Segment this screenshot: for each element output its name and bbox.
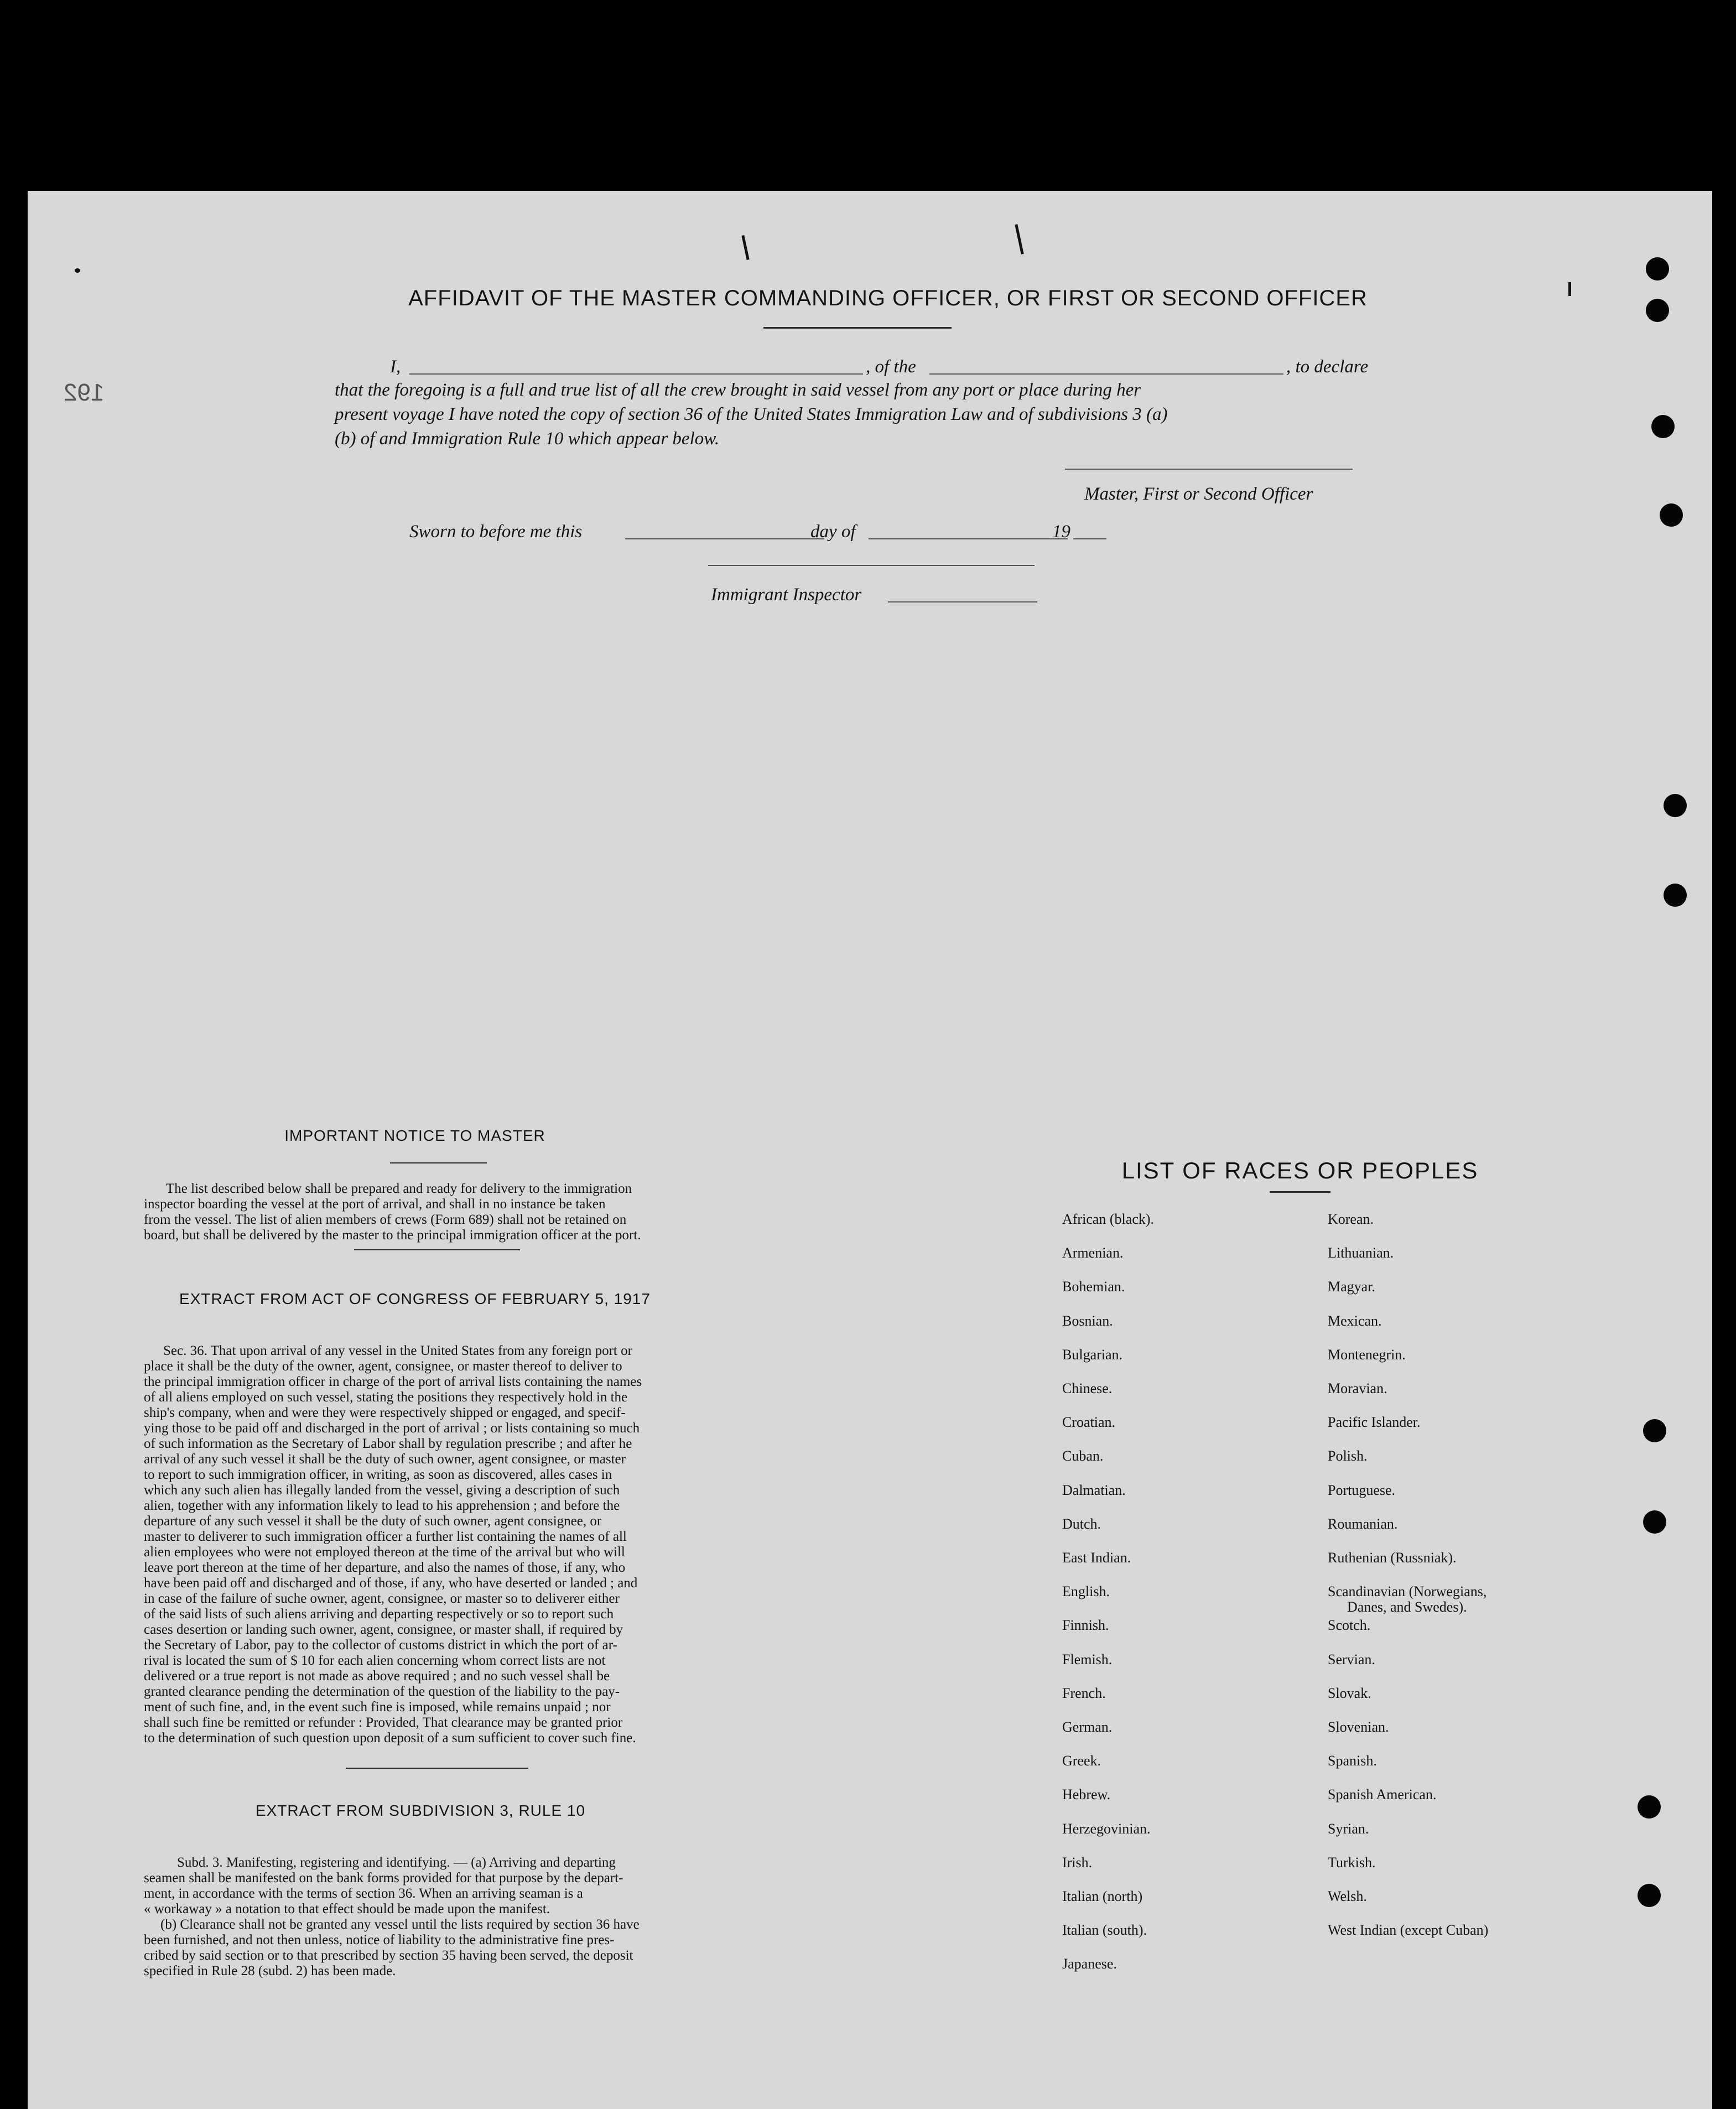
act-line: shall such fine be remitted or refunder : Provided, That clearance may be granted prior [144, 1715, 623, 1730]
act-line: place it shall be the duty of the owner, agent, consignee, or master thereof to deliver to [144, 1359, 622, 1374]
act-line: alien employees who were not employed thereon at the time of the arrival but who will [144, 1545, 625, 1560]
race-item: French. [1062, 1685, 1106, 1701]
rule-line: « workaway » a notation to that effect should be made upon the manifest. [144, 1902, 550, 1916]
race-item: West Indian (except Cuban) [1328, 1922, 1489, 1939]
act-line: ship's company, when and were they were respectively shipped or engaged, and specif- [144, 1405, 626, 1420]
race-item: Moravian. [1328, 1380, 1387, 1396]
stray-mark [1015, 224, 1023, 254]
race-item: Spanish. [1328, 1753, 1377, 1769]
punch-hole [1638, 1884, 1661, 1907]
punch-hole [1664, 884, 1687, 907]
race-item: Syrian. [1328, 1820, 1369, 1837]
vessel-blank[interactable] [929, 373, 1283, 375]
act-line: in case of the failure of suche owner, agent, consignee, or master so to deliverer either [144, 1591, 620, 1606]
sworn-label: Sworn to before me this [409, 522, 583, 542]
race-item: Finnish. [1062, 1617, 1109, 1634]
rule-title: EXTRACT FROM SUBDIVISION 3, RULE 10 [255, 1802, 586, 1819]
act-line: departure of any such vessel it shall be the duty of such owner, agent consignee, or [144, 1514, 602, 1529]
race-item: Bohemian. [1062, 1279, 1125, 1295]
signature-label: Master, First or Second Officer [1084, 484, 1313, 504]
race-item: Herzegovinian. [1062, 1820, 1151, 1837]
year-blank[interactable] [1073, 538, 1106, 539]
act-line: delivered or a true report is not made as above required ; and no such vessel shall be [144, 1669, 610, 1684]
stray-mark [1568, 282, 1571, 296]
race-item: Italian (north) [1062, 1888, 1143, 1904]
affidavit-i-label: I, [390, 357, 401, 377]
race-item: Bulgarian. [1062, 1346, 1123, 1363]
stray-mark [75, 268, 80, 273]
act-line: leave port thereon at the time of her departure, and also the names of those, if any, who [144, 1560, 626, 1575]
notice-line: from the vessel. The list of alien members of crews (Form 689) shall not be retained on [144, 1212, 627, 1227]
affidavit-line-3: present voyage I have noted the copy of section 36 of the United States Immigration Law and of subdivisions 3 (a) [335, 404, 1168, 424]
race-item: East Indian. [1062, 1550, 1131, 1566]
race-item: Cuban. [1062, 1448, 1104, 1464]
act-line: granted clearance pending the determination of the question of the liability to the pay- [144, 1684, 620, 1699]
punch-hole [1646, 299, 1669, 322]
notice-underline [390, 1162, 487, 1163]
rule-line: seamen shall be manifested on the bank forms provided for that purpose by the depart- [144, 1871, 623, 1885]
races-underline [1270, 1191, 1330, 1193]
race-item: Italian (south). [1062, 1922, 1147, 1939]
notice-line: inspector boarding the vessel at the port of arrival, and shall in no instance be taken [144, 1197, 606, 1212]
act-line: of all aliens employed on such vessel, stating the positions they respectively hold in the [144, 1390, 628, 1405]
punch-hole [1664, 794, 1687, 817]
race-item: Slovenian. [1328, 1719, 1389, 1735]
race-item: Magyar. [1328, 1279, 1375, 1295]
stray-mark [741, 235, 749, 260]
rule-line: Subd. 3. Manifesting, registering and identifying. — (a) Arriving and departing [177, 1855, 616, 1870]
act-line: arrival of any such vessel it shall be the duty of such owner, agent consignee, or master [144, 1452, 626, 1467]
race-item: Slovak. [1328, 1685, 1371, 1701]
act-line: Sec. 36. That upon arrival of any vessel in the United States from any foreign port or [163, 1343, 632, 1358]
rule-line: cribed by said section or to that prescribed by section 35 having been served, the deposit [144, 1948, 633, 1963]
act-line: rival is located the sum of $ 10 for each alien concerning whom correct lists are not [144, 1653, 606, 1668]
act-line: cases desertion or landing such owner, agent, consignee, or master shall, if required by [144, 1622, 623, 1637]
race-item: Ruthenian (Russniak). [1328, 1550, 1457, 1566]
race-item: Armenian. [1062, 1245, 1124, 1261]
race-item: Danes, and Swedes). [1347, 1599, 1467, 1615]
punch-hole [1660, 503, 1683, 527]
race-item: Turkish. [1328, 1854, 1376, 1871]
race-item: Lithuanian. [1328, 1245, 1394, 1261]
affidavit-to-declare: , to declare [1286, 357, 1369, 377]
race-item: Flemish. [1062, 1651, 1113, 1668]
races-title: LIST OF RACES OR PEOPLES [1121, 1157, 1479, 1183]
race-item: Scandinavian (Norwegians, [1328, 1583, 1487, 1600]
race-item: Japanese. [1062, 1956, 1117, 1972]
affidavit-title: AFFIDAVIT OF THE MASTER COMMANDING OFFICER, OR FIRST OR SECOND OFFICER [408, 286, 1368, 310]
race-item: Roumanian. [1328, 1515, 1398, 1532]
divider [346, 1768, 528, 1769]
race-item: Hebrew. [1062, 1786, 1111, 1803]
notice-body [144, 1181, 819, 1243]
name-blank[interactable] [409, 373, 863, 375]
title-underline [763, 327, 952, 329]
punch-hole [1651, 415, 1675, 438]
inspector-trailing-line [888, 601, 1037, 602]
race-item: Greek. [1062, 1753, 1101, 1769]
rule-line: ment, in accordance with the terms of section 36. When an arriving seaman is a [144, 1886, 583, 1901]
race-item: Spanish American. [1328, 1786, 1437, 1803]
act-line: ying those to be paid off and discharged in the port of arrival ; or lists containing so much [144, 1421, 640, 1436]
rule-body [144, 1855, 819, 1979]
inspector-signature-line[interactable] [708, 565, 1035, 566]
punch-hole [1643, 1510, 1666, 1534]
margin-number: 192 [64, 379, 105, 406]
divider [354, 1249, 520, 1250]
act-line: ment of such fine, and, in the event such fine is imposed, while remains unpaid ; nor [144, 1700, 611, 1715]
punch-hole [1643, 1419, 1666, 1442]
act-line: of such information as the Secretary of Labor shall by regulation prescribe ; and after he [144, 1436, 632, 1451]
race-item: Chinese. [1062, 1380, 1113, 1396]
act-line: which any such alien has illegally landed from the vessel, giving a description of such [144, 1483, 620, 1498]
document-page [28, 191, 1712, 2109]
race-item: Korean. [1328, 1211, 1374, 1227]
act-line: alien, together with any information likely to lead to his apprehension ; and before the [144, 1498, 620, 1513]
act-line: master to deliverer to such immigration officer a further list containing the names of all [144, 1529, 627, 1544]
race-item: German. [1062, 1719, 1113, 1735]
race-item: African (black). [1062, 1211, 1155, 1227]
year-label: 19 [1052, 522, 1070, 542]
act-line: to report to such immigration officer, in writing, as soon as discovered, alles cases in [144, 1467, 612, 1482]
act-line: the principal immigration officer in charge of the port of arrival lists containing the names [144, 1374, 642, 1389]
race-item: Irish. [1062, 1854, 1093, 1871]
race-item: Scotch. [1328, 1617, 1371, 1634]
affidavit-of-the: , of the [866, 357, 916, 377]
race-item: Dutch. [1062, 1515, 1101, 1532]
race-item: English. [1062, 1583, 1110, 1600]
rule-line: specified in Rule 28 (subd. 2) has been made. [144, 1963, 396, 1978]
day-of-label: day of [810, 522, 856, 542]
act-body [144, 1343, 819, 1746]
act-title: EXTRACT FROM ACT OF CONGRESS OF FEBRUARY 5, 1917 [179, 1290, 651, 1307]
punch-hole [1638, 1795, 1661, 1819]
race-item: Montenegrin. [1328, 1346, 1406, 1363]
race-item: Pacific Islander. [1328, 1414, 1421, 1431]
punch-hole [1646, 257, 1669, 280]
rule-line: (b) Clearance shall not be granted any vessel until the lists required by section 36 have [160, 1917, 640, 1932]
race-item: Welsh. [1328, 1888, 1367, 1904]
race-item: Dalmatian. [1062, 1482, 1126, 1498]
rule-line: been furnished, and not then unless, notice of liability to the administrative fine pres- [144, 1933, 615, 1947]
race-item: Servian. [1328, 1651, 1375, 1668]
act-line: the Secretary of Labor, pay to the collector of customs district in which the port of ar- [144, 1638, 617, 1653]
inspector-label: Immigrant Inspector [711, 585, 862, 605]
race-item: Portuguese. [1328, 1482, 1396, 1498]
affidavit-line-4: (b) of and Immigration Rule 10 which appear below. [335, 429, 720, 449]
signature-line[interactable] [1065, 469, 1353, 470]
race-item: Mexican. [1328, 1312, 1382, 1329]
act-line: have been paid off and discharged and of those, if any, who have deserted or landed ; and [144, 1576, 638, 1591]
notice-title: IMPORTANT NOTICE TO MASTER [284, 1127, 545, 1144]
race-item: Polish. [1328, 1448, 1368, 1464]
race-item: Croatian. [1062, 1414, 1116, 1431]
notice-line: board, but shall be delivered by the master to the principal immigration officer at the port. [144, 1228, 641, 1243]
race-item: Bosnian. [1062, 1312, 1113, 1329]
affidavit-line-2: that the foregoing is a full and true list of all the crew brought in said vessel from any port or place during her [335, 380, 1141, 400]
month-blank[interactable] [869, 538, 1068, 539]
sworn-day-blank[interactable] [625, 538, 824, 539]
act-line: to the determination of such question upon deposit of a sum sufficient to cover such fine. [144, 1731, 636, 1746]
notice-line: The list described below shall be prepared and ready for delivery to the immigration [166, 1181, 632, 1196]
act-line: of the said lists of such aliens arriving and departing respectively or so to report such [144, 1607, 614, 1622]
